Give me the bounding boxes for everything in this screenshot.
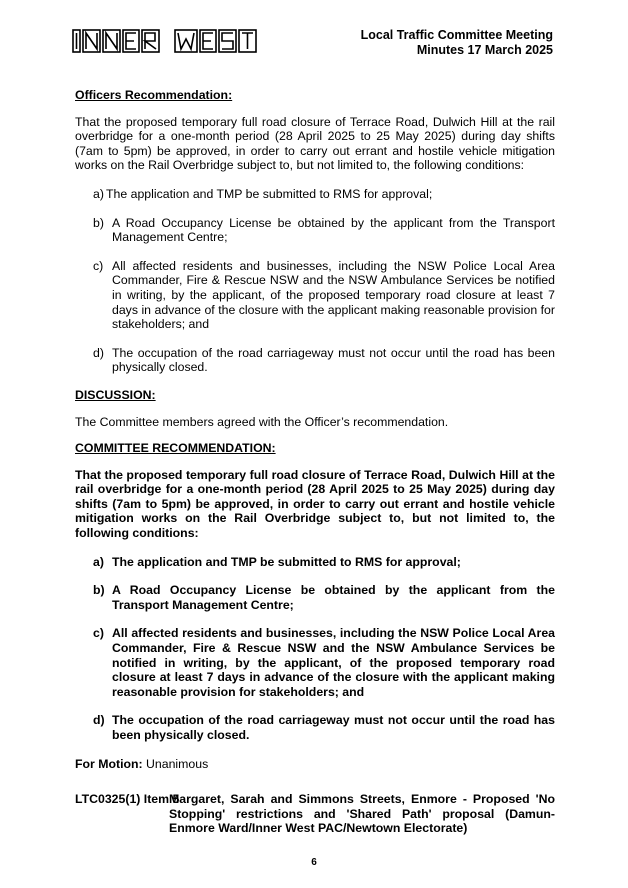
- page-number: 6: [311, 857, 317, 868]
- list-marker: d): [93, 345, 104, 360]
- meeting-date: Minutes 17 March 2025: [416, 43, 553, 57]
- list-marker: b): [93, 583, 105, 598]
- list-text: The application and TMP be submitted to RMS for approval;: [106, 186, 433, 201]
- list-marker: d): [93, 713, 105, 728]
- list-marker: c): [93, 626, 104, 641]
- discussion-heading: DISCUSSION:: [75, 387, 156, 402]
- committee-heading: COMMITTEE RECOMMENDATION:: [75, 441, 276, 456]
- list-item: [75, 555, 555, 570]
- list-text: The occupation of the road carriageway must not occur until the road has been physically closed.: [112, 713, 555, 742]
- list-marker: a): [93, 186, 104, 201]
- committee-conditions: [75, 555, 555, 743]
- list-marker: a): [93, 554, 104, 569]
- list-text: A Road Occupancy License be obtained by the applicant from the Transport Management Centre;: [112, 215, 555, 245]
- list-text: A Road Occupancy License be obtained by the applicant from the Transport Management Centre;: [112, 583, 555, 612]
- committee-intro: That the proposed temporary full road closure of Terrace Road, Dulwich Hill at the rail overbridge for a one-month period (28 April 2025 to 25 May 2025) during day shifts (7am to 5pm) be approved, in order to carry out errant and hostile vehicle mitigation works on the Rail Overbridge subject to, but not limited to, the following conditions:: [75, 467, 555, 541]
- motion-label: For Motion:: [75, 756, 143, 771]
- list-marker: b): [93, 215, 104, 230]
- list-text: The application and TMP be submitted to RMS for approval;: [112, 554, 461, 569]
- list-item: [75, 583, 555, 612]
- officers-conditions: [75, 187, 555, 375]
- motion-value: Unanimous: [146, 756, 209, 771]
- list-marker: c): [93, 258, 104, 273]
- list-item: [75, 259, 555, 332]
- minutes-body: [75, 88, 555, 771]
- inner-west-logo: [72, 27, 272, 55]
- document-header: [361, 28, 553, 58]
- officers-heading: Officers Recommendation:: [75, 88, 233, 102]
- meeting-title: Local Traffic Committee Meeting: [360, 28, 553, 42]
- agenda-item-title: Margaret, Sarah and Simmons Streets, Enmore - Proposed 'No Stopping' restrictions and 'Shared Path' proposal (Damun-Enmore Ward/Inner West PAC/Newtown Electorate): [169, 792, 555, 836]
- discussion-text: The Committee members agreed with the Officer’s recommendation.: [75, 414, 449, 429]
- agenda-item-id: LTC0325(1) Item 5: [75, 792, 180, 806]
- list-item: [75, 346, 555, 375]
- list-item: [75, 187, 555, 202]
- list-item: [75, 216, 555, 245]
- list-text: The occupation of the road carriageway must not occur until the road has been physically closed.: [112, 345, 555, 375]
- list-text: All affected residents and businesses, including the NSW Police Local Area Commander, Fire & Rescue NSW and the NSW Ambulance Services be notified in writing, by the applicant, of the proposed temporary road closure at least 7 days in advance of the closure with the applicant making reasonable provision for stakeholders; and: [112, 258, 555, 332]
- officers-intro: That the proposed temporary full road closure of Terrace Road, Dulwich Hill at the rail overbridge for a one-month period (28 April 2025 to 25 May 2025) during day shifts (7am to 5pm) be approved, in order to carry out errant and hostile vehicle mitigation works on the Rail Overbridge subject to, but not limited to, the following conditions:: [75, 114, 555, 173]
- list-item: [75, 713, 555, 742]
- list-text: All affected residents and businesses, including the NSW Police Local Area Commander, Fire & Rescue NSW and the NSW Ambulance Services be notified in writing, by the applicant, of the proposed temporary road closure at least 7 days in advance of the closure with the applicant making reasonable provision for stakeholders; and: [112, 626, 555, 699]
- next-agenda-item: [75, 792, 555, 836]
- motion-line: [75, 757, 555, 772]
- list-item: [75, 626, 555, 699]
